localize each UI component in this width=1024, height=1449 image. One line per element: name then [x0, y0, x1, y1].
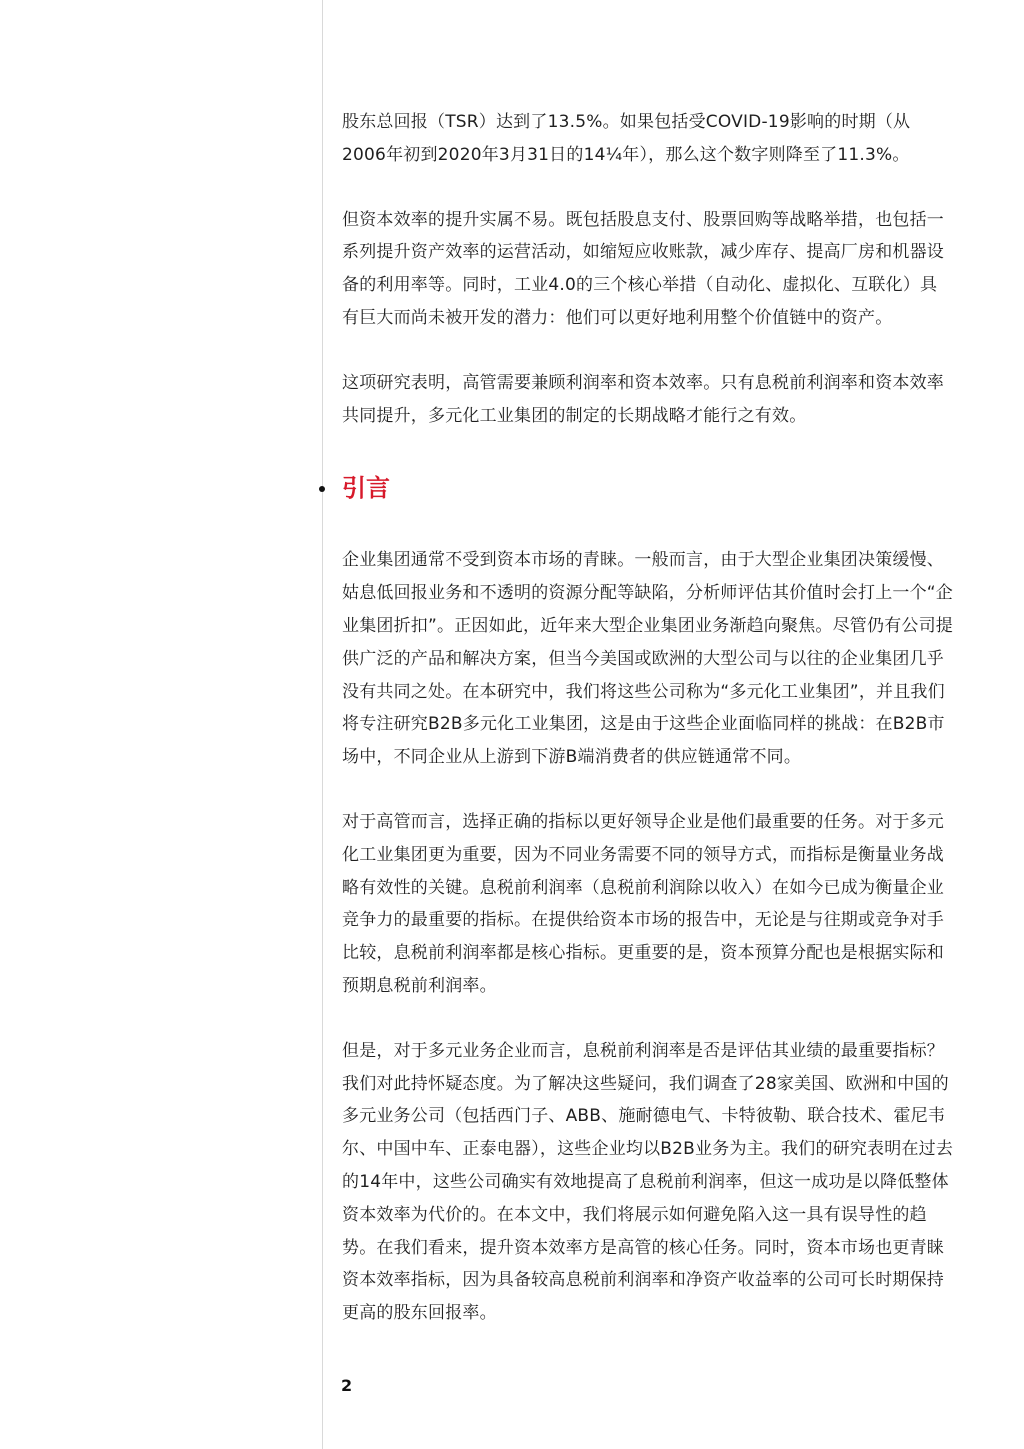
- paragraph: 但是，对于多元业务企业而言，息税前利润率是否是评估其业绩的最重要指标？我们对此持怀疑态度。为了解决这些疑问，我们调查了28家美国、欧洲和中国的多元业务公司（包括西门子、ABB、施耐德电气、卡特彼勒、联合技术、霍尼韦尔、中国中车、正泰电器），这些企业均以B2B业务为主。我们的研究表明在过去的14年中，这些公司确实有效地提高了息税前利润率，但这一成功是以降低整体资本效率为代价的。在本文中，我们将展示如何避免陷入这一具有误导性的趋势。在我们看来，提升资本效率方是高管的核心任务。同时，资本市场也更青睐资本效率指标，因为具备较高息税前利润率和净资产收益率的公司可长时期保持更高的股东回报率。: [342, 1040, 954, 1324]
- page-number: 2: [341, 1376, 353, 1395]
- paragraph: 但资本效率的提升实属不易。既包括股息支付、股票回购等战略举措，也包括一系列提升资产效率的运营活动，如缩短应收账款，减少库存、提高厂房和机器设备的利用率等。同时，工业4.0的三个核心举措（自动化、虚拟化、互联化）具有巨大而尚未被开发的潜力：他们可以更好地利用整个价值链中的资产。: [342, 209, 944, 328]
- paragraph: 对于高管而言，选择正确的指标以更好领导企业是他们最重要的任务。对于多元化工业集团更为重要，因为不同业务需要不同的领导方式，而指标是衡量业务战略有效性的关键。息税前利润率（息税前利润除以收入）在如今已成为衡量企业竞争力的最重要的指标。在提供给资本市场的报告中，无论是与往期或竞争对手比较，息税前利润率都是核心指标。更重要的是，资本预算分配也是根据实际和预期息税前利润率。: [342, 811, 944, 996]
- margin-rule: [322, 0, 323, 1449]
- paragraph: 股东总回报（TSR）达到了13.5%。如果包括受COVID-19影响的时期（从2006年初到2020年3月31日的14¼年），那么这个数字则降至了11.3%。: [342, 112, 911, 165]
- paragraph: 这项研究表明，高管需要兼顾利润率和资本效率。只有息税前利润率和资本效率共同提升，多元化工业集团的制定的长期战略才能行之有效。: [342, 372, 944, 426]
- section-heading: 引言: [342, 474, 390, 503]
- bullet-icon: [319, 486, 325, 492]
- section-heading-block: [342, 468, 954, 508]
- page-body: [342, 106, 954, 1330]
- paragraph: 企业集团通常不受到资本市场的青睐。一般而言，由于大型企业集团决策缓慢、姑息低回报业务和不透明的资源分配等缺陷，分析师评估其价值时会打上一个“企业集团折扣”。正因如此，近年来大型企业集团业务渐趋向聚焦。尽管仍有公司提供广泛的产品和解决方案，但当今美国或欧洲的大型公司与以往的企业集团几乎没有共同之处。在本研究中，我们将这些公司称为“多元化工业集团”，并且我们将专注研究B2B多元化工业集团，这是由于这些企业面临同样的挑战：在B2B市场中，不同企业从上游到下游B端消费者的供应链通常不同。: [342, 550, 954, 768]
